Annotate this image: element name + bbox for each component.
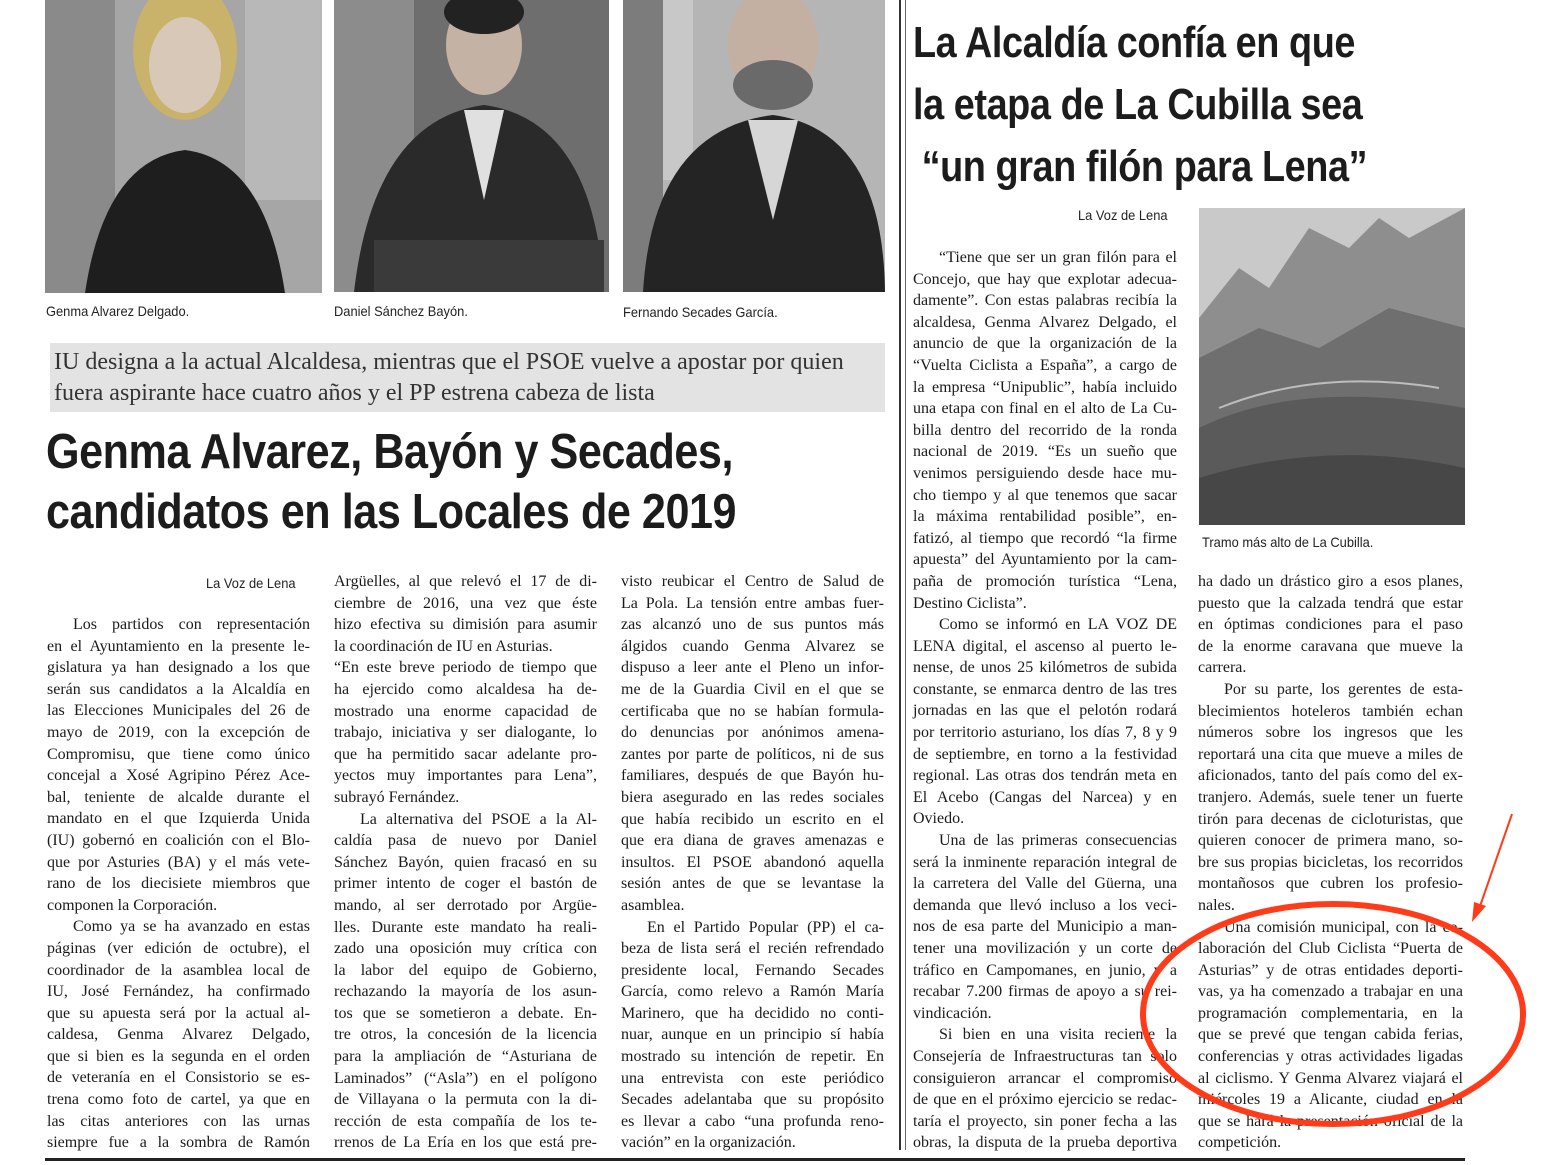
photo-la-cubilla xyxy=(1199,208,1465,525)
text-line: zantes por parte de políticos, ni de sus xyxy=(621,745,884,763)
text-line: la empresa “Unipublic”, había incluido xyxy=(913,378,1177,396)
text-line: Oviedo. xyxy=(913,810,965,828)
text-line: laboración del Club Ciclista “Puerta de xyxy=(1198,940,1463,958)
text-line: programación complementaria, en la xyxy=(1198,1004,1463,1022)
text-line: sesión antes de que se levantase la xyxy=(621,875,884,893)
text-line: ha ejercido como alcaldesa ha de- xyxy=(334,680,597,698)
text-line: rrenos de La Ería en los que está pre- xyxy=(334,1134,597,1152)
text-line: “En este breve periodo de tiempo que xyxy=(334,659,597,677)
text-line: El Acebo (Cangas del Narcea) y en xyxy=(913,788,1177,806)
article-headline xyxy=(46,422,736,542)
photo-caption-daniel: Daniel Sánchez Bayón. xyxy=(334,303,468,319)
text-line: que se hará la presentación oficial de la xyxy=(1198,1112,1463,1130)
text-line: yectos muy importantes para Lena”, xyxy=(334,767,597,785)
text-line: “Tiene que ser un gran filón para el xyxy=(939,249,1177,266)
text-line: de la enorme caravana que mueve la xyxy=(1198,637,1463,655)
text-line: bre sus propias bicicletas, los recorridos xyxy=(1198,853,1463,871)
text-line: la carretera del Valle del Güerna, una xyxy=(913,875,1177,893)
text-line: nense, de unos 25 kilómetros de subida xyxy=(913,659,1177,677)
text-line: caldesa, Genma Alvarez Delgado, xyxy=(47,1026,310,1044)
text-line: gislatura ya han designado a los que xyxy=(47,659,310,677)
headline-line: “un gran filón para Lena” xyxy=(921,142,1368,191)
text-line: alcaldesa, Genma Alvarez Delgado, el xyxy=(913,313,1177,331)
text-line: componen la Corporación. xyxy=(47,896,218,914)
text-line: caldía pasa de nuevo por Daniel xyxy=(334,832,597,850)
text-line: rano de los diecisiete miembros que xyxy=(47,875,310,893)
text-line: blecimientos hoteleros también echan xyxy=(1198,702,1463,720)
text-line: “Vuelta Ciclista a España”, a cargo de xyxy=(913,356,1177,374)
text-line: que su apuesta será por la actual al- xyxy=(47,1004,310,1022)
photo-genma-alvarez xyxy=(45,0,322,293)
article-byline: La Voz de Lena xyxy=(206,575,296,591)
text-line: lles. Durante este mandato ha reali- xyxy=(334,918,597,936)
text-line: serán sus candidatos a la Alcaldía en xyxy=(47,680,310,698)
text-line: nacional de 2019. “Es un sueño que xyxy=(913,443,1177,461)
text-line: zado una oposición muy crítica con xyxy=(334,940,597,958)
text-line: Como se informó en LA VOZ DE xyxy=(939,616,1177,634)
text-line: que se prevé que tengan cabida ferias, xyxy=(1198,1026,1463,1044)
text-line: Consejería de Infraestructuras tan solo xyxy=(913,1047,1177,1065)
headline-line: candidatos en las Locales de 2019 xyxy=(46,485,737,539)
text-line: ha dado un drástico giro a esos planes, xyxy=(1198,573,1463,590)
text-line: la máxima rentabilidad posible”, en- xyxy=(913,508,1177,526)
text-line: (IU) gobernó en coalición con el Blo- xyxy=(47,831,310,849)
text-line: Secades adelantaba que su propósito xyxy=(621,1091,884,1109)
text-line: puesto que la calzada tendrá que estar xyxy=(1198,594,1463,612)
text-line: me de la Guardia Civil en el que se xyxy=(621,680,884,698)
text-line: la coordinación de IU en Asturias. xyxy=(334,637,553,655)
text-line: vación” en la organización. xyxy=(621,1134,796,1152)
text-line: mando, al ser derrotado por Argüe- xyxy=(334,896,597,914)
text-line: demanda que llevó incluso a los veci- xyxy=(913,896,1177,914)
text-line: de veteranía en el Consistorio se es- xyxy=(47,1069,310,1087)
text-line: La Pola. La tensión entre ambas fuer- xyxy=(621,594,884,612)
text-line: Argüelles, al que relevó el 17 de di- xyxy=(334,573,597,590)
text-line: rección de esta compañía de los te- xyxy=(334,1112,597,1130)
text-line: montañosos que cubren los profesio- xyxy=(1198,875,1463,893)
text-line: regional. Las otras dos tendrán meta en xyxy=(913,767,1177,785)
text-line: insultos. El PSOE abandonó aquella xyxy=(621,853,884,871)
text-line: La alternativa del PSOE a la Al- xyxy=(360,810,597,828)
text-line: García, como relevo a Ramón María xyxy=(621,983,884,1001)
text-line: hizo efectiva su dimisión para asumir xyxy=(334,616,597,634)
text-line: Laminados” (“Asla”) en el polígono xyxy=(334,1069,597,1087)
text-line: Concejo, que hay que explotar adecua- xyxy=(913,270,1177,288)
text-line: Por su parte, los gerentes de esta- xyxy=(1224,680,1463,698)
text-line: Los partidos con representación xyxy=(73,616,310,633)
photo-caption-la-cubilla: Tramo más alto de La Cubilla. xyxy=(1202,534,1374,550)
text-line: dispuso a leer ante el Pleno un infor- xyxy=(621,659,884,677)
text-line: Asturias” y de otras entidades deporti- xyxy=(1198,961,1463,979)
article-subhead xyxy=(50,343,885,412)
text-line: damente”. Con estas palabras recibía la xyxy=(913,292,1177,310)
text-line: familiares, después de que Bayón hu- xyxy=(621,767,884,785)
subhead-line: fuera aspirante hace cuatro años y el PP estrena cabeza de lista xyxy=(54,380,655,406)
text-line: competición. xyxy=(1198,1134,1282,1152)
article-column-3 xyxy=(621,571,884,1154)
text-line: consiguieron arrancar el compromiso xyxy=(913,1069,1177,1087)
text-line: cho tiempo y al que tenemos que sacar xyxy=(913,486,1177,504)
text-line: una entrevista con este periódico xyxy=(621,1069,884,1087)
text-line: primer intento de coger el bastón de xyxy=(334,875,597,893)
column-divider-right xyxy=(905,0,906,1150)
text-line: mostrado una enorme capacidad de xyxy=(334,702,597,720)
text-line: las citas anteriores con las urnas xyxy=(47,1112,310,1130)
text-line: vas, ya ha comenzado a trabajar en una xyxy=(1198,983,1463,1001)
text-line: Una comisión municipal, con la co- xyxy=(1224,918,1463,936)
text-line: paña de promoción turística “Lena, xyxy=(913,572,1177,590)
text-line: trabajo, iniciativa y ser dialogante, lo xyxy=(334,724,597,742)
text-line: en óptimas condiciones para el paso xyxy=(1198,616,1463,634)
text-line: la labor del equipo de Gobierno, xyxy=(334,961,597,979)
text-line: nos de esa parte del Municipio a man- xyxy=(913,918,1177,936)
photo-fernando-secades xyxy=(623,0,885,292)
headline-line: Genma Alvarez, Bayón y Secades, xyxy=(46,425,734,479)
text-line: Como ya se ha avanzado en estas xyxy=(73,918,310,936)
article-column-1 xyxy=(47,614,310,1154)
text-line: que si bien es la segunda en el orden xyxy=(47,1047,310,1065)
text-line: zas alcanzó uno de sus puntos más xyxy=(621,616,884,634)
right-article-byline: La Voz de Lena xyxy=(1078,207,1168,223)
text-line: las Elecciones Municipales del 26 de xyxy=(47,702,310,720)
text-line: Una de las primeras consecuencias xyxy=(939,832,1177,850)
text-line: conferencias y otras actividades ligadas xyxy=(1198,1048,1463,1066)
text-line: de que en el próximo ejercicio se redac- xyxy=(913,1091,1177,1109)
text-line: siempre fue a la sombra de Ramón xyxy=(47,1134,310,1152)
right-article-headline xyxy=(913,12,1367,198)
text-line: obras, la disputa de la prueba deportiva xyxy=(913,1134,1177,1152)
text-line: ciembre de 2016, una vez que éste xyxy=(334,594,597,612)
text-line: taría el proyecto, sin poner fecha a las xyxy=(913,1112,1177,1130)
text-line: certificaba que no se habían formula- xyxy=(621,702,884,720)
text-line: mayo de 2019, con la excepción de xyxy=(47,723,310,741)
text-line: nuar, aunque en un principio sí había xyxy=(621,1026,884,1044)
text-line: visto reubicar el Centro de Salud de xyxy=(621,573,884,590)
text-line: páginas (ver edición de octubre), el xyxy=(47,939,310,957)
text-line: coordinador de la asamblea local de xyxy=(47,961,310,979)
photo-caption-genma: Genma Alvarez Delgado. xyxy=(46,303,190,319)
text-line: biera asegurado en las redes sociales xyxy=(621,788,884,806)
text-line: IU, José Fernández, ha confirmado xyxy=(47,983,310,1001)
text-line: será la inminente reparación integral de xyxy=(913,853,1177,871)
text-line: billa dentro del recorrido de la ronda xyxy=(913,421,1177,439)
text-line: que había recibido un escrito en el xyxy=(621,810,884,828)
text-line: al ciclismo. Y Genma Alvarez viajará el xyxy=(1198,1069,1463,1087)
text-line: presidente local, Fernando Secades xyxy=(621,961,884,979)
text-line: mostrado su intención de repetir. En xyxy=(621,1048,884,1066)
text-line: venimos persiguiendo desde hace mu- xyxy=(913,464,1177,482)
text-line: rechazando la mayoría de los asun- xyxy=(334,983,597,1001)
text-line: aficionados, tanto del país como del ex- xyxy=(1198,767,1463,785)
text-line: subrayó Fernández. xyxy=(334,788,460,806)
text-line: miércoles 19 a Alicante, ciudad en la xyxy=(1198,1091,1463,1109)
text-line: es llevar a cabo “una profunda reno- xyxy=(621,1112,884,1130)
text-line: una etapa con final en el alto de La Cu- xyxy=(913,400,1177,418)
page-bottom-rule xyxy=(45,1158,1465,1161)
text-line: tranjero. Además, suele tener un fuerte xyxy=(1198,788,1463,806)
text-line: carrera. xyxy=(1198,659,1247,677)
text-line: beza de lista será el recién refrendado xyxy=(621,940,884,958)
text-line: constante, se enmarca dentro de las tres xyxy=(913,680,1177,698)
article-column-2 xyxy=(334,571,597,1154)
text-line: apuesta” del Ayuntamiento por la cam- xyxy=(913,551,1177,569)
text-line: números sobre los ingresos que les xyxy=(1198,724,1463,742)
text-line: jornadas en las que el pelotón rodará xyxy=(913,702,1177,720)
text-line: anuncio de que la organización de la xyxy=(913,335,1177,353)
text-line: tos que se sometieron a debate. En- xyxy=(334,1004,597,1022)
text-line: asamblea. xyxy=(621,896,685,914)
text-line: por territorio asturiano, los días 7, 8 y 9 xyxy=(913,724,1177,742)
text-line: Sánchez Bayón, quien fracasó en su xyxy=(334,853,597,871)
photo-daniel-sanchez-bayon xyxy=(334,0,609,292)
subhead-line: IU designa a la actual Alcaldesa, mientras que el PSOE vuelve a apostar por quien xyxy=(54,349,844,375)
text-line: fatizó, al tiempo que recordó “la firme xyxy=(913,529,1177,547)
text-line: bal, teniente de alcalde durante el xyxy=(47,788,310,806)
headline-line: la etapa de La Cubilla sea xyxy=(913,80,1363,129)
text-line: recabar 7.200 firmas de apoyo a su rei- xyxy=(913,983,1177,1001)
right-article-column-2 xyxy=(1198,571,1463,1154)
text-line: nales. xyxy=(1198,896,1235,914)
text-line: mandato en el que Izquierda Unida xyxy=(47,810,310,828)
text-line: do denuncias por anónimos amena- xyxy=(621,724,884,742)
text-line: tener una movilización y un corte de xyxy=(913,940,1177,957)
text-line: En el Partido Popular (PP) el ca- xyxy=(647,918,884,936)
text-line: vindicación. xyxy=(913,1004,992,1022)
text-line: de septiembre, en torno a la festividad xyxy=(913,745,1177,763)
text-line: Compromisu, que tiene como único xyxy=(47,745,310,763)
text-line: quieren conocer de primera mano, so- xyxy=(1198,832,1463,850)
text-line: en el Ayuntamiento en la presente le- xyxy=(47,637,310,655)
text-line: reportará una cita que mueve a miles de xyxy=(1198,745,1463,763)
text-line: que por Asturies (BA) y el más vete- xyxy=(47,853,310,871)
photo-caption-fernando: Fernando Secades García. xyxy=(623,304,778,320)
text-line: concejal a Xosé Agripino Pérez Ace- xyxy=(47,767,310,785)
headline-line: La Alcaldía confía en que xyxy=(913,18,1356,67)
text-line: Si bien en una visita reciente la xyxy=(939,1026,1177,1044)
text-line: que era diana de graves amenazas e xyxy=(621,832,884,850)
text-line: LENA digital, el ascenso al puerto le- xyxy=(913,637,1177,655)
text-line: para la ampliación de “Asturiana de xyxy=(334,1048,597,1066)
text-line: Marinero, que ha decidido no conti- xyxy=(621,1004,884,1022)
text-line: que ha permitido sacar adelante pro- xyxy=(334,745,597,763)
column-divider xyxy=(899,0,901,1150)
text-line: Destino Ciclista”. xyxy=(913,594,1027,612)
right-article-column-1 xyxy=(913,247,1177,1154)
text-line: trena como foto de cartel, ya que en xyxy=(47,1091,310,1109)
text-line: tirón para decenas de cicloturistas, que xyxy=(1198,810,1463,828)
text-line: de Villayana o la permuta con la di- xyxy=(334,1091,597,1109)
text-line: álgidos cuando Genma Alvarez se xyxy=(621,637,884,655)
text-line: tre otros, la concesión de la licencia xyxy=(334,1026,597,1044)
text-line: tráfico en Campomanes, en junio, y a xyxy=(913,961,1177,979)
